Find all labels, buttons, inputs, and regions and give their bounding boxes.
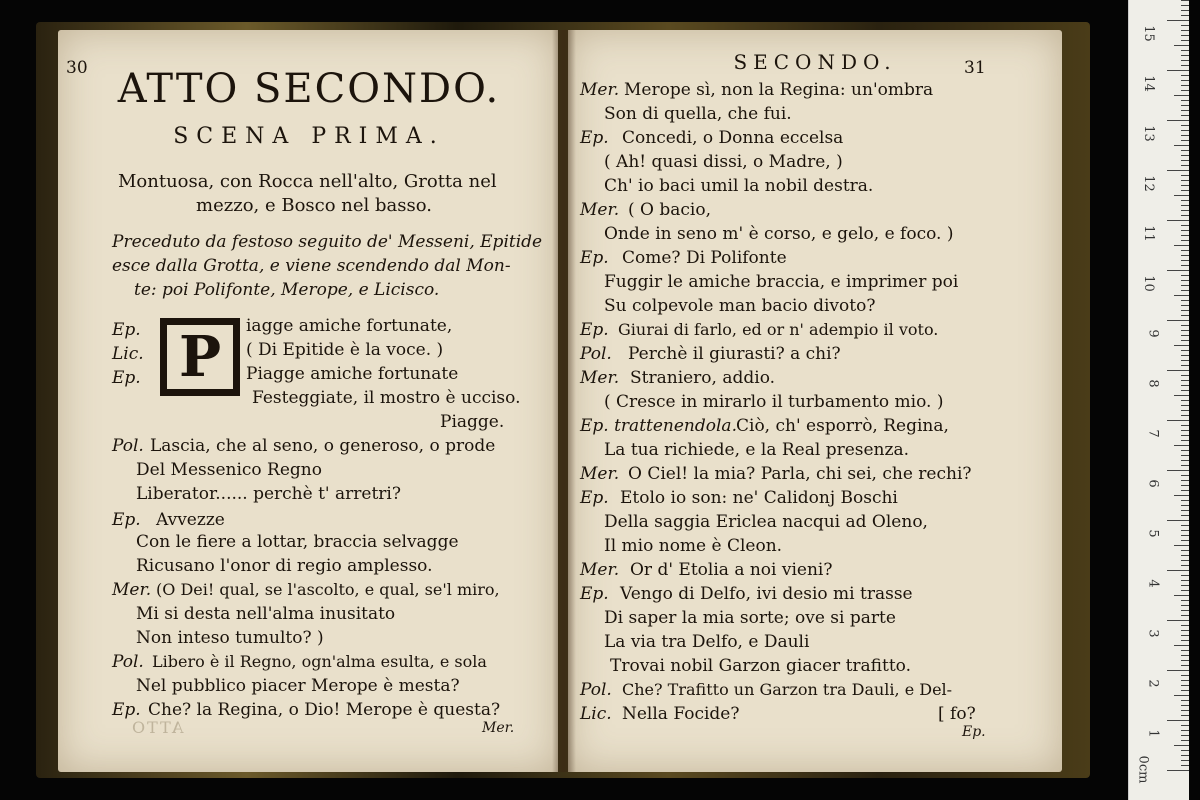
verse-line: Nel pubblico piacer Merope è mesta? xyxy=(136,676,460,696)
ruler-tick xyxy=(1181,630,1189,631)
ruler-tick xyxy=(1181,250,1189,251)
ruler-tick xyxy=(1167,520,1189,521)
ruler-tick xyxy=(1181,130,1189,131)
ruler-tick xyxy=(1167,770,1189,771)
ruler-tick xyxy=(1181,225,1189,226)
ruler-tick xyxy=(1181,275,1189,276)
ruler-tick xyxy=(1167,270,1189,271)
ruler-tick xyxy=(1181,235,1189,236)
verse-line: Della saggia Ericlea nacqui ad Oleno, xyxy=(604,512,928,532)
ruler-tick xyxy=(1181,115,1189,116)
verse-line: La via tra Delfo, e Dauli xyxy=(604,632,810,652)
ruler-tick xyxy=(1181,400,1189,401)
ruler-number: 13 xyxy=(1141,125,1157,142)
ruler-tick xyxy=(1181,510,1189,511)
verse-line: Che? Trafitto un Garzon tra Dauli, e Del- xyxy=(622,680,953,699)
ruler-tick xyxy=(1181,30,1189,31)
ruler-tick xyxy=(1181,390,1189,391)
ruler-tick xyxy=(1181,75,1189,76)
right-page-number: 31 xyxy=(964,58,986,78)
verse-line: Vengo di Delfo, ivi desio mi trasse xyxy=(620,584,913,604)
stage-direction-line: te: poi Polifonte, Merope, e Licisco. xyxy=(134,280,440,300)
ruler-tick xyxy=(1174,145,1189,146)
ruler-tick xyxy=(1181,530,1189,531)
ruler-tick xyxy=(1181,580,1189,581)
ruler-tick xyxy=(1181,105,1189,106)
ruler-number: 7 xyxy=(1145,429,1161,438)
verse-line: Etolo io son: ne' Calidonj Boschi xyxy=(620,488,898,508)
speaker-label: Mer. xyxy=(580,368,620,388)
ruler-tick xyxy=(1181,35,1189,36)
ruler-tick xyxy=(1181,310,1189,311)
verse-line: Con le fiere a lottar, braccia selvagge xyxy=(136,532,459,552)
ruler-tick xyxy=(1181,280,1189,281)
speaker-label: Lic. xyxy=(580,704,612,724)
measurement-ruler xyxy=(1128,0,1189,800)
ruler-number: 8 xyxy=(1145,379,1161,388)
ruler-tick xyxy=(1181,55,1189,56)
ruler-tick xyxy=(1181,340,1189,341)
speaker-label: Pol. xyxy=(112,436,144,456)
ruler-tick xyxy=(1174,645,1189,646)
ruler-tick xyxy=(1181,690,1189,691)
speaker-label: Ep. xyxy=(112,510,141,530)
ruler-unit-label: 0cm xyxy=(1135,755,1151,784)
ruler-tick xyxy=(1174,745,1189,746)
verse-line: ( Ah! quasi dissi, o Madre, ) xyxy=(604,152,843,172)
ruler-tick xyxy=(1181,560,1189,561)
verse-line: Non inteso tumulto? ) xyxy=(136,628,324,648)
ruler-number: 10 xyxy=(1141,275,1157,292)
verse-line: Straniero, addio. xyxy=(630,368,776,388)
drop-capital-letter: P xyxy=(178,324,222,390)
speaker-label: Ep. xyxy=(112,700,141,720)
ruler-number: 5 xyxy=(1145,529,1161,538)
ruler-tick xyxy=(1181,335,1189,336)
ruler-tick xyxy=(1181,365,1189,366)
ruler-tick xyxy=(1181,135,1189,136)
ruler-tick xyxy=(1167,120,1189,121)
ruler-tick xyxy=(1167,220,1189,221)
verse-line: Lascia, che al seno, o generoso, o prode xyxy=(150,436,496,456)
ruler-tick xyxy=(1181,265,1189,266)
verse-line: Avvezze xyxy=(156,510,225,530)
verse-line: Piagge. xyxy=(440,412,505,432)
ruler-tick xyxy=(1181,305,1189,306)
show-through-text: ATTO xyxy=(130,718,184,737)
verse-line: Liberator...... perchè t' arretri? xyxy=(136,484,401,504)
ruler-tick xyxy=(1181,505,1189,506)
ruler-tick xyxy=(1181,705,1189,706)
ruler-tick xyxy=(1181,575,1189,576)
catchword: Mer. xyxy=(482,720,515,736)
ruler-number: 15 xyxy=(1141,25,1157,42)
ruler-tick xyxy=(1181,375,1189,376)
ruler-tick xyxy=(1167,570,1189,571)
ruler-tick xyxy=(1167,320,1189,321)
drop-capital-p xyxy=(160,318,240,396)
ruler-tick xyxy=(1181,0,1189,1)
verse-line: Come? Di Polifonte xyxy=(622,248,787,268)
ruler-tick xyxy=(1181,165,1189,166)
ruler-tick xyxy=(1181,350,1189,351)
verse-line: iagge amiche fortunate, xyxy=(246,316,453,336)
ruler-tick xyxy=(1181,475,1189,476)
speaker-label: Ep. xyxy=(112,368,141,388)
ruler-tick xyxy=(1181,210,1189,211)
ruler-tick xyxy=(1181,485,1189,486)
ruler-tick xyxy=(1167,20,1189,21)
ruler-tick xyxy=(1181,525,1189,526)
ruler-tick xyxy=(1181,585,1189,586)
ruler-tick xyxy=(1181,725,1189,726)
verse-line: Or d' Etolia a noi vieni? xyxy=(630,560,833,580)
setting-line: Montuosa, con Rocca nell'alto, Grotta nel xyxy=(118,171,497,192)
ruler-tick xyxy=(1174,45,1189,46)
ruler-tick xyxy=(1181,685,1189,686)
ruler-tick xyxy=(1181,500,1189,501)
verse-line: Fuggir le amiche braccia, e imprimer poi xyxy=(604,272,959,292)
ruler-tick xyxy=(1181,600,1189,601)
stage-direction-line: Preceduto da festoso seguito de' Messeni, Epitide xyxy=(112,232,543,252)
ruler-tick xyxy=(1181,285,1189,286)
ruler-tick xyxy=(1181,700,1189,701)
catchword: Ep. xyxy=(962,724,986,740)
verse-line: Libero è il Regno, ogn'alma esulta, e sola xyxy=(152,652,487,671)
ruler-number: 1 xyxy=(1145,729,1161,738)
ruler-tick xyxy=(1167,720,1189,721)
ruler-tick xyxy=(1181,765,1189,766)
ruler-tick xyxy=(1181,415,1189,416)
ruler-tick xyxy=(1181,315,1189,316)
ruler-tick xyxy=(1181,100,1189,101)
speaker-label: Mer. xyxy=(580,80,620,100)
ruler-number: 4 xyxy=(1145,579,1161,588)
running-head: SECONDO. xyxy=(733,50,897,74)
ruler-tick xyxy=(1181,190,1189,191)
verse-line: Festeggiate, il mostro è ucciso. xyxy=(252,388,521,408)
verse-line: Il mio nome è Cleon. xyxy=(604,536,783,556)
verse-line: Che? la Regina, o Dio! Merope è questa? xyxy=(148,700,501,720)
verse-line: Giurai di farlo, ed or n' adempio il voto. xyxy=(618,320,939,339)
stage-direction-line: esce dalla Grotta, e viene scendendo dal Mon- xyxy=(112,256,511,276)
ruler-tick xyxy=(1181,5,1189,6)
ruler-tick xyxy=(1181,675,1189,676)
ruler-tick xyxy=(1174,695,1189,696)
speaker-label: Mer. xyxy=(112,580,152,600)
ruler-tick xyxy=(1167,670,1189,671)
ruler-tick xyxy=(1181,185,1189,186)
act-title: ATTO SECONDO. xyxy=(117,66,501,112)
verse-line: Ciò, ch' esporrò, Regina, xyxy=(736,416,949,436)
ruler-tick xyxy=(1181,460,1189,461)
ruler-tick xyxy=(1174,245,1189,246)
ruler-tick xyxy=(1181,550,1189,551)
ruler-tick xyxy=(1167,170,1189,171)
ruler-tick xyxy=(1181,160,1189,161)
ruler-tick xyxy=(1181,760,1189,761)
ruler-tick xyxy=(1181,655,1189,656)
ruler-tick xyxy=(1181,200,1189,201)
ruler-tick xyxy=(1181,625,1189,626)
verse-line: Piagge amiche fortunate xyxy=(246,364,459,384)
ruler-tick xyxy=(1181,490,1189,491)
speaker-label: Lic. xyxy=(112,344,144,364)
speaker-label: Pol. xyxy=(112,652,144,672)
left-page-number: 30 xyxy=(66,58,88,78)
ruler-tick xyxy=(1181,465,1189,466)
ruler-tick xyxy=(1181,610,1189,611)
ruler-tick xyxy=(1181,290,1189,291)
verse-line: Son di quella, che fui. xyxy=(604,104,792,124)
verse-line: Su colpevole man bacio divoto? xyxy=(604,296,876,316)
ruler-tick xyxy=(1181,180,1189,181)
ruler-tick xyxy=(1167,620,1189,621)
verse-line: Di saper la mia sorte; ove si parte xyxy=(604,608,896,628)
verse-line: ( Cresce in mirarlo il turbamento mio. ) xyxy=(604,392,944,412)
ruler-tick xyxy=(1174,345,1189,346)
verse-line: ( O bacio, xyxy=(628,200,711,220)
ruler-number: 2 xyxy=(1145,679,1161,688)
ruler-tick xyxy=(1174,295,1189,296)
speaker-label: Ep. xyxy=(580,248,609,268)
verse-line: [ fo? xyxy=(938,704,976,724)
ruler-tick xyxy=(1181,480,1189,481)
ruler-tick xyxy=(1181,205,1189,206)
ruler-tick xyxy=(1181,740,1189,741)
scene-title: SCENA PRIMA. xyxy=(173,124,445,149)
ruler-tick xyxy=(1167,470,1189,471)
ruler-tick xyxy=(1174,445,1189,446)
speaker-label: Ep. xyxy=(112,320,141,340)
ruler-tick xyxy=(1181,640,1189,641)
speaker-label: Mer. xyxy=(580,464,620,484)
speaker-label: Pol. xyxy=(580,344,612,364)
ruler-tick xyxy=(1181,65,1189,66)
ruler-tick xyxy=(1181,450,1189,451)
verse-line: Del Messenico Regno xyxy=(136,460,322,480)
verse-line: La tua richiede, e la Real presenza. xyxy=(604,440,910,460)
verse-line: Ricusano l'onor di regio amplesso. xyxy=(136,556,433,576)
verse-line: Trovai nobil Garzon giacer trafitto. xyxy=(610,656,912,676)
ruler-tick xyxy=(1181,150,1189,151)
ruler-tick xyxy=(1181,455,1189,456)
ruler-tick xyxy=(1174,95,1189,96)
ruler-tick xyxy=(1181,405,1189,406)
ruler-tick xyxy=(1181,140,1189,141)
ruler-tick xyxy=(1174,195,1189,196)
verse-line: (O Dei! qual, se l'ascolto, e qual, se'l miro, xyxy=(156,580,500,599)
ruler-tick xyxy=(1181,215,1189,216)
verse-line: ( Di Epitide è la voce. ) xyxy=(246,340,444,360)
ruler-tick xyxy=(1181,680,1189,681)
verse-line: Perchè il giurasti? a chi? xyxy=(628,344,841,364)
ruler-tick xyxy=(1181,80,1189,81)
verse-line: Concedi, o Donna eccelsa xyxy=(622,128,844,148)
ruler-tick xyxy=(1181,90,1189,91)
ruler-tick xyxy=(1181,355,1189,356)
setting-line: mezzo, e Bosco nel basso. xyxy=(196,195,432,216)
ruler-number: 12 xyxy=(1141,175,1157,192)
ruler-number: 3 xyxy=(1145,629,1161,638)
verse-line: O Ciel! la mia? Parla, chi sei, che rechi? xyxy=(628,464,972,484)
ruler-tick xyxy=(1174,545,1189,546)
ruler-tick xyxy=(1181,125,1189,126)
ruler-tick xyxy=(1181,380,1189,381)
ruler-tick xyxy=(1181,25,1189,26)
ruler-tick xyxy=(1181,650,1189,651)
ruler-tick xyxy=(1181,385,1189,386)
speaker-label: Ep. xyxy=(580,488,609,508)
ruler-tick xyxy=(1181,440,1189,441)
ruler-number: 14 xyxy=(1141,75,1157,92)
verse-line: Mi si desta nell'alma inusitato xyxy=(136,604,396,624)
ruler-tick xyxy=(1167,420,1189,421)
speaker-label: Mer. xyxy=(580,200,620,220)
ruler-tick xyxy=(1181,325,1189,326)
ruler-tick xyxy=(1181,710,1189,711)
verse-line: Merope sì, non la Regina: un'ombra xyxy=(624,80,934,100)
ruler-tick xyxy=(1181,10,1189,11)
ruler-tick xyxy=(1181,50,1189,51)
ruler-tick xyxy=(1181,60,1189,61)
ruler-number: 6 xyxy=(1145,479,1161,488)
ruler-tick xyxy=(1181,155,1189,156)
speaker-label: Mer. xyxy=(580,560,620,580)
ruler-tick xyxy=(1181,410,1189,411)
ruler-tick xyxy=(1174,595,1189,596)
ruler-tick xyxy=(1174,495,1189,496)
ruler-tick xyxy=(1181,615,1189,616)
ruler-tick xyxy=(1181,605,1189,606)
ruler-tick xyxy=(1181,635,1189,636)
ruler-tick xyxy=(1181,555,1189,556)
ruler-tick xyxy=(1167,70,1189,71)
ruler-tick xyxy=(1181,660,1189,661)
ruler-tick xyxy=(1181,750,1189,751)
ruler-tick xyxy=(1181,230,1189,231)
ruler-tick xyxy=(1181,360,1189,361)
ruler-tick xyxy=(1181,535,1189,536)
ruler-tick xyxy=(1181,330,1189,331)
speaker-label: Ep. xyxy=(580,320,609,340)
ruler-tick xyxy=(1181,240,1189,241)
verse-line: Nella Focide? xyxy=(622,704,740,724)
ruler-tick xyxy=(1181,255,1189,256)
ruler-tick xyxy=(1181,590,1189,591)
ruler-tick xyxy=(1181,735,1189,736)
speaker-label: Pol. xyxy=(580,680,612,700)
ruler-tick xyxy=(1174,395,1189,396)
ruler-tick xyxy=(1181,665,1189,666)
ruler-tick xyxy=(1181,175,1189,176)
verse-line: Onde in seno m' è corso, e gelo, e foco. ) xyxy=(604,224,954,244)
ruler-tick xyxy=(1181,85,1189,86)
ruler-tick xyxy=(1181,540,1189,541)
ruler-tick xyxy=(1181,300,1189,301)
ruler-tick xyxy=(1181,565,1189,566)
ruler-tick xyxy=(1181,425,1189,426)
speaker-label: Ep. trattenendola. xyxy=(580,416,737,436)
speaker-label: Ep. xyxy=(580,584,609,604)
ruler-tick xyxy=(1181,430,1189,431)
ruler-tick xyxy=(1181,260,1189,261)
ruler-tick xyxy=(1181,515,1189,516)
verse-line: Ch' io baci umil la nobil destra. xyxy=(604,176,874,196)
speaker-label: Ep. xyxy=(580,128,609,148)
ruler-tick xyxy=(1181,110,1189,111)
ruler-tick xyxy=(1181,730,1189,731)
ruler-tick xyxy=(1181,15,1189,16)
ruler-number: 9 xyxy=(1145,329,1161,338)
ruler-tick xyxy=(1181,755,1189,756)
ruler-tick xyxy=(1181,715,1189,716)
ruler-number: 11 xyxy=(1141,225,1157,242)
ruler-tick xyxy=(1181,40,1189,41)
ruler-tick xyxy=(1167,370,1189,371)
ruler-tick xyxy=(1181,435,1189,436)
